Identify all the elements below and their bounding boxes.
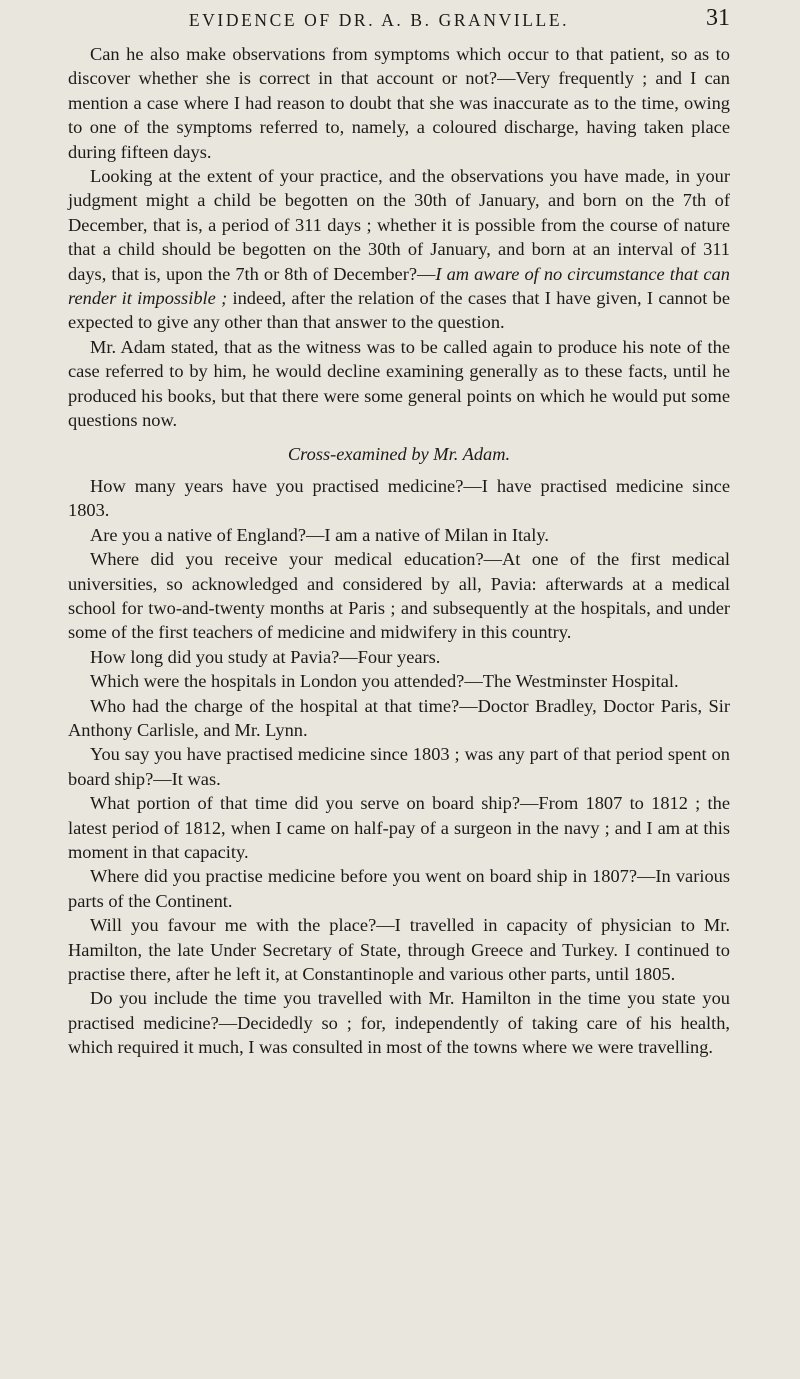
qa-paragraph: You say you have practised medicine since 1803 ; was any part of that period spent on board ship?—It was. xyxy=(68,744,730,789)
qa-paragraph: Are you a native of England?—I am a native of Milan in Italy. xyxy=(90,524,549,545)
qa-paragraph: Do you include the time you travelled with Mr. Hamilton in the time you state you practised medicine?—Decidedly so ; for, independently of taking care of his health, which required it much, I was consulted in most of the towns where we were travelling. xyxy=(68,988,730,1058)
italic-answer: I am aware of no circumstance that can render it impossible ; xyxy=(68,263,730,309)
qa-paragraph: How long did you study at Pavia?—Four years. xyxy=(90,646,441,667)
qa-paragraph: Where did you practise medicine before you went on board ship in 1807?—In various parts of the Continent. xyxy=(68,866,730,911)
running-title: EVIDENCE OF DR. A. B. GRANVILLE. xyxy=(188,10,570,30)
paragraph: Can he also make observations from symptoms which occur to that patient, so as to discover whether she is correct in that account or not?—Very frequently ; and I can mention a case where I had reason to doubt that she was inaccurate as to the time, owing to one of the symptoms referred to, namely, a coloured discharge, having taken place during fifteen days. xyxy=(68,44,730,162)
section-heading: Cross-examined by Mr. Adam. xyxy=(287,443,511,464)
qa-paragraph: Where did you receive your medical education?—At one of the first medical universities, so acknowledged and considered by all, Pavia: afterwards at a medical school for two-and-twenty months at Paris ; and subsequently at the hospitals, and under some of the first teachers of medicine and midwifery in this country. xyxy=(68,549,730,643)
body-text xyxy=(68,42,730,1060)
paragraph xyxy=(68,164,730,335)
qa-paragraph: Which were the hospitals in London you attended?—The Westminster Hospital. xyxy=(90,671,679,692)
paragraph-text: Looking at the extent of your practice, and the observations you have made, in your judgment might a child be begotten on the 30th of January, and born on the 7th of December, that is, a period of 311 days ; whether it is possible from the course of nature that a child should be begotten on the 30th of January, and born at an interval of 311 days, that is, upon the 7th or 8th of December?— xyxy=(68,166,730,284)
running-head xyxy=(68,4,730,42)
paragraph-text: indeed, after the relation of the cases that I have given, I cannot be expected to give any other than that answer to the question. xyxy=(68,288,730,333)
qa-paragraph: Will you favour me with the place?—I travelled in capacity of physician to Mr. Hamilton, the late Under Secretary of State, through Greece and Turkey. I continued to practise there, after he left it, at Constantinople and various other parts, until 1805. xyxy=(68,915,730,985)
page-number: 31 xyxy=(706,5,730,31)
qa-paragraph: How many years have you practised medicine?—I have practised medicine since 1803. xyxy=(68,475,730,521)
paragraph: Mr. Adam stated, that as the witness was to be called again to produce his note of the case referred to by him, he would decline examining generally as to these facts, until he produced his books, but that there were some general points on which he would put some questions now. xyxy=(68,336,730,431)
qa-paragraph: Who had the charge of the hospital at that time?—Doctor Bradley, Doctor Paris, Sir Anthony Carlisle, and Mr. Lynn. xyxy=(68,695,730,740)
qa-paragraph: What portion of that time did you serve on board ship?—From 1807 to 1812 ; the latest period of 1812, when I came on half-pay of a surgeon in the navy ; and I am at this moment in that capacity. xyxy=(68,793,730,862)
